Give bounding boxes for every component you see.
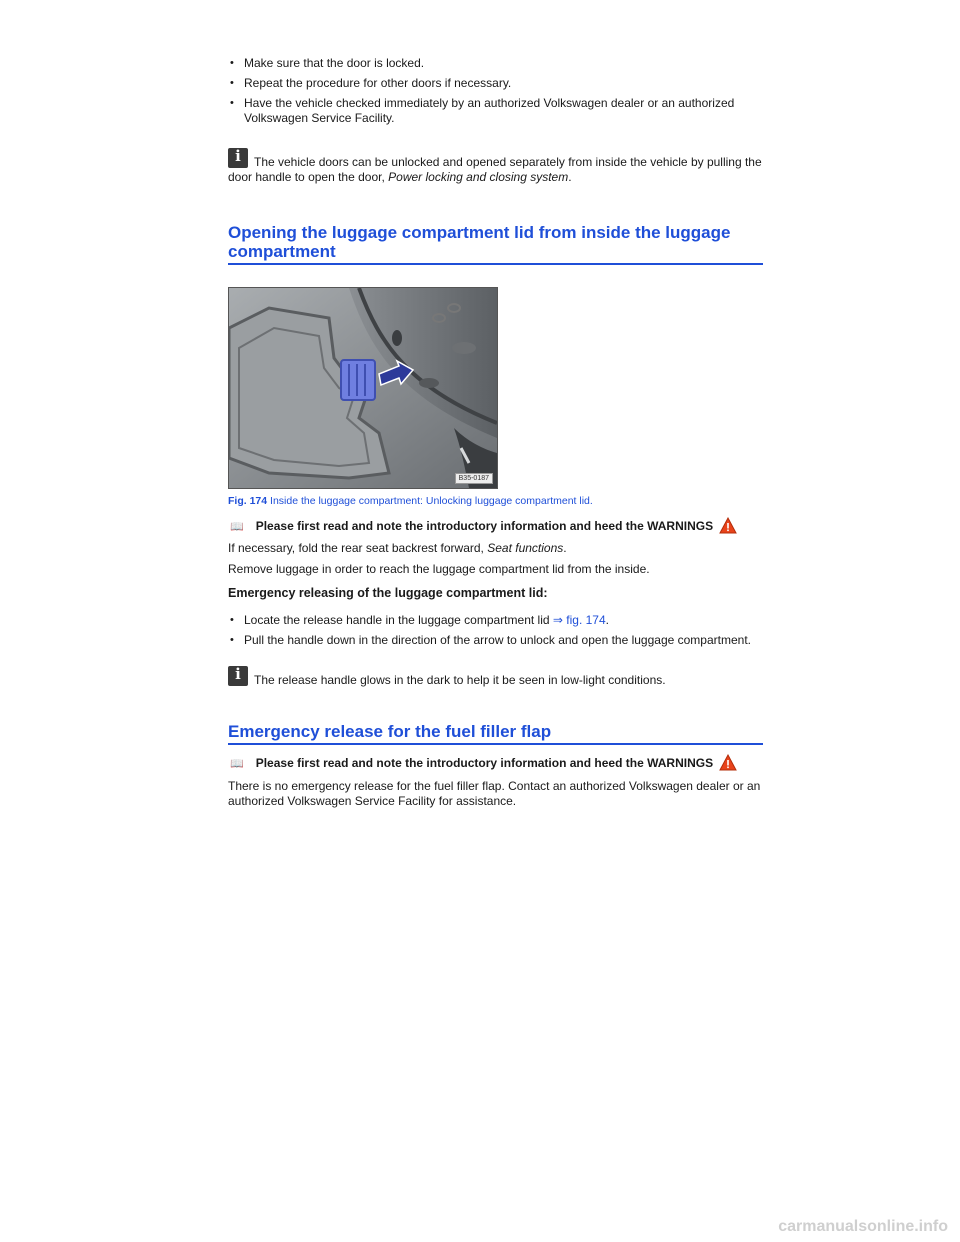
paragraph-end: . <box>563 541 567 555</box>
book-icon: 📖 <box>230 758 244 770</box>
manual-page <box>228 0 763 809</box>
top-bullet-list <box>228 56 763 126</box>
figure-luggage-release <box>228 287 498 489</box>
list-item-end: . <box>605 613 609 627</box>
list-item: • Pull the handle down in the direction of the arrow to unlock and open the luggage compartment. <box>228 633 763 648</box>
note-end: . <box>568 170 572 184</box>
warning-notice[interactable] <box>228 517 763 536</box>
info-note <box>228 148 763 185</box>
caption-label: Fig. 174 <box>228 495 268 507</box>
note-text: The release handle glows in the dark to help it be seen in low-light conditions. <box>254 673 666 687</box>
figure-code: B35-0187 <box>455 473 493 484</box>
book-icon: 📖 <box>230 521 244 533</box>
warning-text: Please first read and note the introductory information and heed the WARNINGS <box>255 756 714 770</box>
note-reference[interactable]: Power locking and closing system <box>388 170 569 184</box>
list-item-text: Locate the release handle in the luggage compartment lid <box>244 613 553 627</box>
warning-triangle-icon <box>719 517 737 534</box>
warning-text: Please first read and note the introductory information and heed the WARNINGS <box>255 519 714 533</box>
warning-notice[interactable] <box>228 754 763 773</box>
list-item: • Repeat the procedure for other doors if necessary. <box>228 76 763 91</box>
figure-caption <box>228 495 763 507</box>
section-heading-luggage: Opening the luggage compartment lid from inside the luggage compartment <box>228 223 763 265</box>
seat-functions-reference[interactable]: Seat functions <box>487 541 564 555</box>
warning-triangle-icon <box>719 754 737 771</box>
note-text: The vehicle doors can be unlocked and opened separately from inside the vehicle by pulling the door handle to open the door, <box>228 155 762 184</box>
info-note-glow <box>228 666 763 688</box>
subheading-emergency-release: Emergency releasing of the luggage compartment lid: <box>228 586 548 600</box>
paragraph-text: If necessary, fold the rear seat backrest forward, <box>228 541 488 555</box>
info-icon <box>228 666 248 686</box>
list-item <box>228 613 763 628</box>
info-icon <box>228 148 248 168</box>
release-steps-list <box>228 613 763 648</box>
paragraph-fuel-flap: There is no emergency release for the fuel filler flap. Contact an authorized Volkswagen dealer or an authorized Volkswagen Service Facility for assistance. <box>228 779 761 808</box>
paragraph-remove-luggage: Remove luggage in order to reach the luggage compartment lid from the inside. <box>228 562 650 576</box>
list-item: • Have the vehicle checked immediately by an authorized Volkswagen dealer or an authorized Volkswagen Service Facility. <box>228 96 763 126</box>
section-heading-fuel-flap: Emergency release for the fuel filler flap <box>228 722 763 745</box>
paragraph-fold-seat <box>228 541 763 556</box>
luggage-compartment-illustration <box>229 288 497 488</box>
list-item: • Make sure that the door is locked. <box>228 56 763 71</box>
caption-text: Inside the luggage compartment: Unlocking luggage compartment lid. <box>267 495 593 507</box>
watermark: carmanualsonline.info <box>778 1218 948 1235</box>
figure-link[interactable]: ⇒ fig. 174 <box>552 613 606 627</box>
